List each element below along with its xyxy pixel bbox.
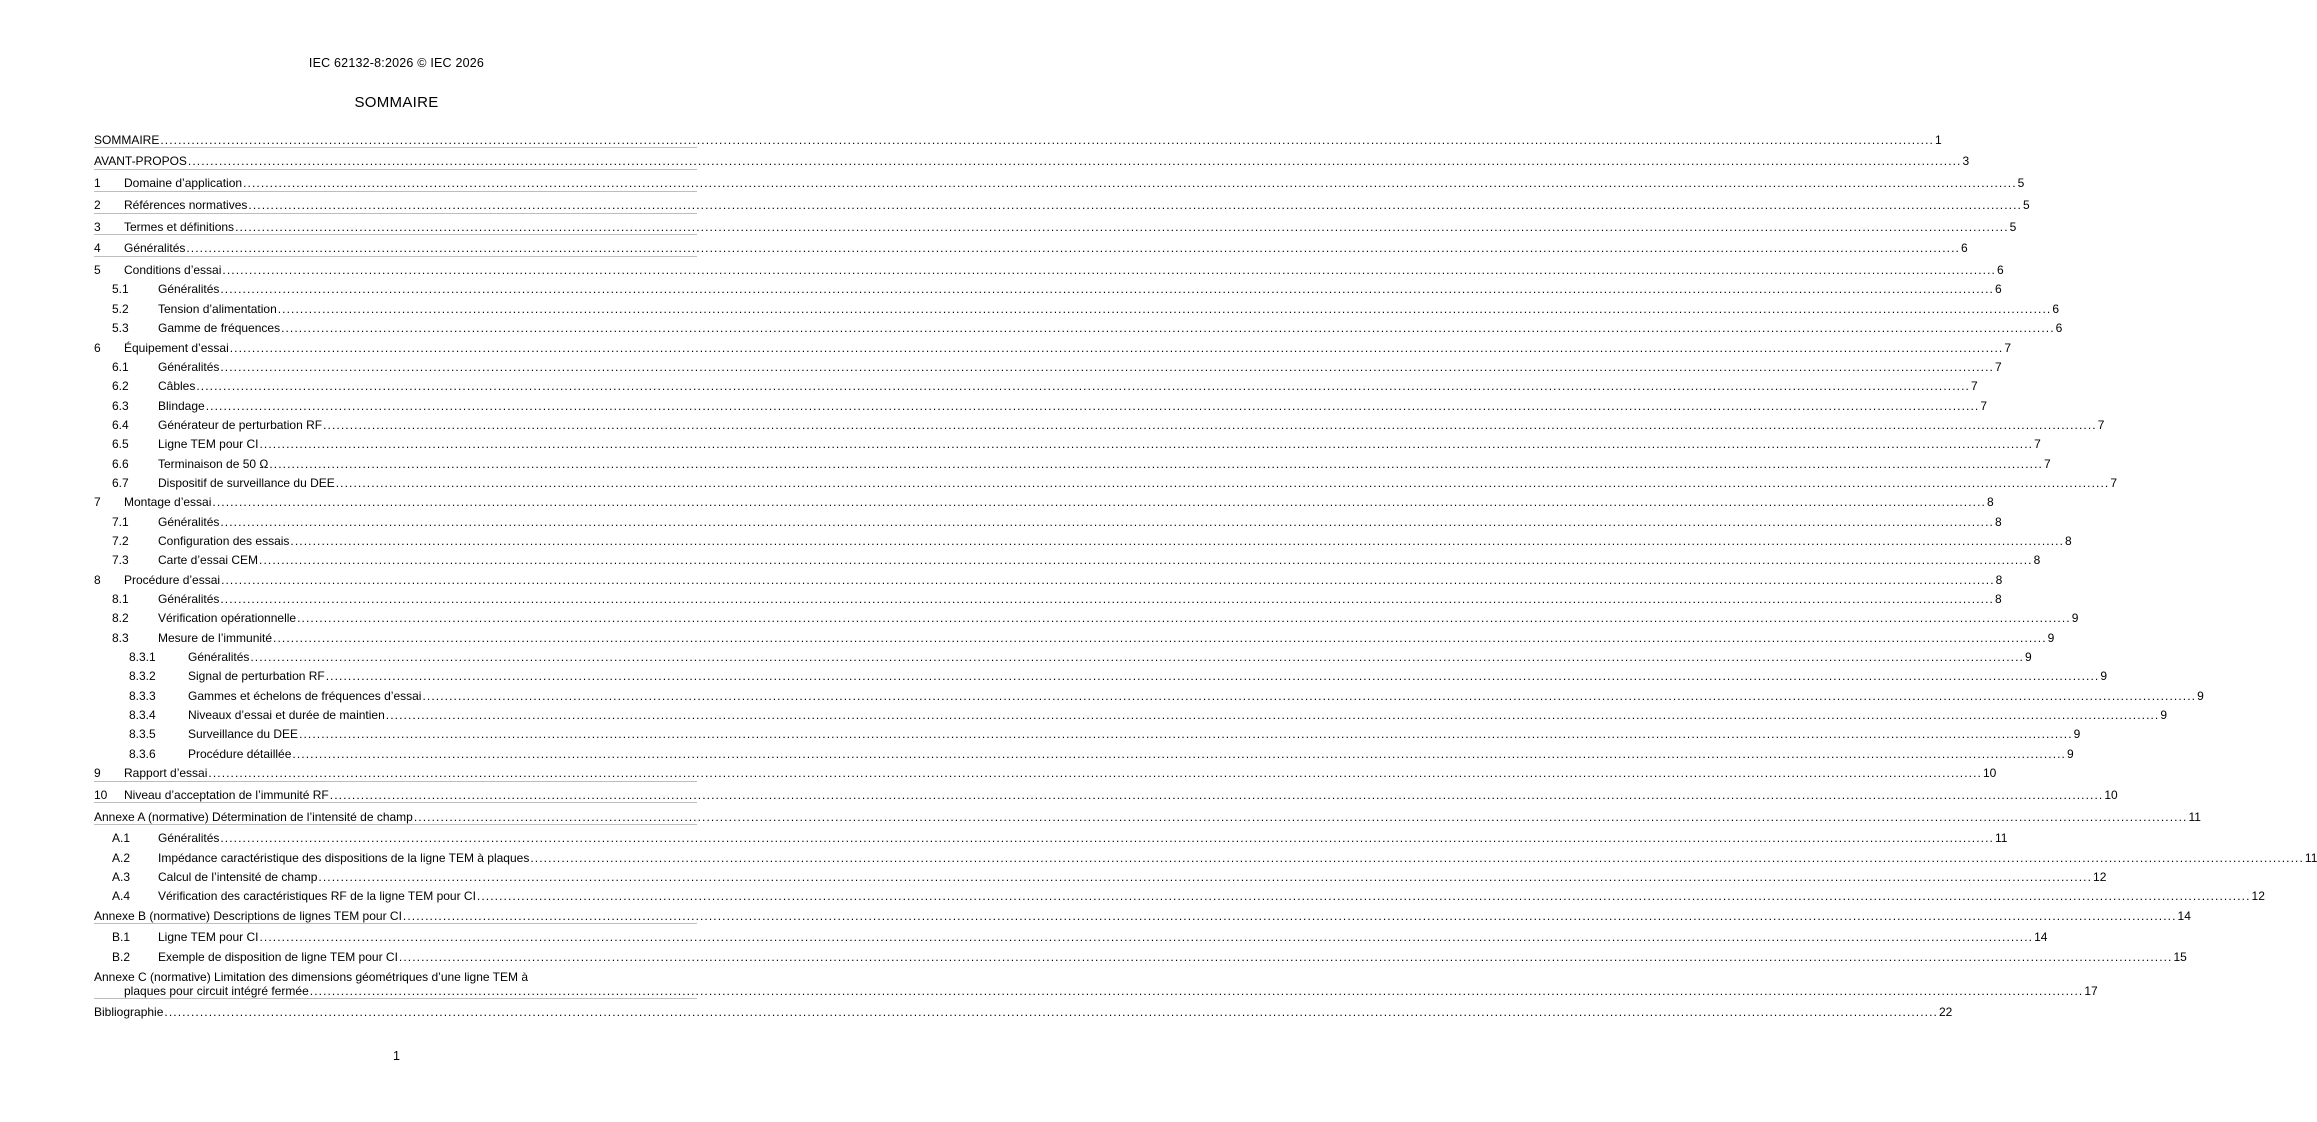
toc-leader-dots: ................................................................................................................................................................................................................................................................................................................................................................................................................ — [422, 688, 2197, 703]
toc-leader-dots: ................................................................................................................................................................................................................................................................................................................................................................................................................ — [318, 869, 2093, 884]
toc-entry[interactable] — [94, 451, 2051, 471]
toc-leader-dots: ................................................................................................................................................................................................................................................................................................................................................................................................................ — [269, 456, 2043, 471]
toc-entry-number: B.2 — [112, 949, 131, 964]
toc-entry-page: 9 — [2160, 708, 2168, 723]
toc-entry-number: 8 — [94, 572, 101, 587]
toc-leader-dots: ................................................................................................................................................................................................................................................................................................................................................................................................................ — [229, 340, 2004, 355]
toc-entry-number: 4 — [94, 241, 101, 256]
toc-entry-page: 10 — [2104, 787, 2118, 802]
toc-entry-page: 9 — [2067, 746, 2074, 761]
toc-entry-number: 7.1 — [112, 514, 129, 529]
toc-entry[interactable] — [94, 1000, 1953, 1020]
toc-entry[interactable] — [94, 741, 2074, 761]
toc-entry-number: 8.3 — [112, 630, 129, 645]
toc-leader-dots: ................................................................................................................................................................................................................................................................................................................................................................................................................ — [398, 949, 2173, 964]
toc-leader-dots: ................................................................................................................................................................................................................................................................................................................................................................................................................ — [297, 611, 2071, 626]
toc-entry-page: 5 — [2009, 219, 2017, 234]
toc-entry-page: 7 — [2097, 417, 2105, 432]
toc-entry-number: 5.3 — [112, 321, 129, 336]
toc-entry-page: 8 — [2065, 533, 2072, 548]
toc-entry-label: Impédance caractéristique des dispositions de la ligne TEM à plaques — [158, 850, 530, 865]
toc-entry[interactable] — [94, 804, 2201, 824]
toc-entry-page: 7 — [2004, 340, 2012, 355]
toc-entry-page: 22 — [1938, 1005, 1953, 1020]
toc-entry-page: 7 — [1994, 359, 2002, 374]
toc-entry-label: Dispositif de surveillance du DEE — [158, 475, 335, 490]
toc-entry-label: Générateur de perturbation RF — [158, 417, 323, 432]
toc-entry[interactable] — [94, 471, 2118, 490]
toc-entry-page: 11 — [2304, 850, 2317, 865]
toc-entry-number: 6.5 — [112, 437, 129, 452]
toc-entry-label: Bibliographie — [94, 1005, 164, 1020]
toc-entry[interactable] — [94, 903, 2191, 923]
toc-leader-dots: ................................................................................................................................................................................................................................................................................................................................................................................................................ — [220, 514, 1994, 529]
toc-entry[interactable] — [94, 316, 2063, 336]
toc-leader-dots: ................................................................................................................................................................................................................................................................................................................................................................................................................ — [259, 553, 2033, 568]
toc-entry-number: 3 — [94, 219, 101, 234]
toc-leader-dots: ................................................................................................................................................................................................................................................................................................................................................................................................................ — [250, 650, 2024, 665]
toc-entry-number: 5.2 — [112, 301, 129, 316]
toc-entry-label: Annexe A (normative) Détermination de l’intensité de champ — [94, 809, 413, 824]
toc-entry[interactable] — [94, 529, 2072, 548]
toc-leader-dots: ................................................................................................................................................................................................................................................................................................................................................................................................................ — [248, 197, 2022, 212]
toc-leader-dots: ................................................................................................................................................................................................................................................................................................................................................................................................................ — [212, 495, 1986, 510]
toc-entry-number: 6.3 — [112, 398, 129, 413]
toc-entry-number: A.2 — [112, 850, 131, 865]
toc-entry-page: 8 — [1995, 572, 2003, 587]
toc-leader-dots: ................................................................................................................................................................................................................................................................................................................................................................................................................ — [309, 983, 2084, 998]
toc-entry[interactable] — [94, 625, 2055, 645]
toc-entry-number: 8.2 — [112, 611, 129, 626]
toc-entry-label: Câbles — [158, 379, 196, 394]
toc-entry-page: 9 — [2073, 727, 2081, 742]
toc-separator — [94, 998, 697, 999]
toc-entry[interactable] — [94, 884, 2265, 904]
toc-entry-label: Niveau d’acceptation de l’immunité RF — [124, 787, 329, 802]
toc-entry-label-block — [94, 969, 2098, 998]
toc-leader-dots: ................................................................................................................................................................................................................................................................................................................................................................................................................ — [335, 475, 2110, 490]
toc-leader-dots: ................................................................................................................................................................................................................................................................................................................................................................................................................ — [186, 241, 1960, 256]
toc-entry-number: A.4 — [112, 889, 131, 904]
toc-entry-label: Gamme de fréquences — [158, 321, 281, 336]
toc-entry-number: B.1 — [112, 930, 131, 945]
toc-entry-page: 8 — [2033, 553, 2041, 568]
toc-entry[interactable] — [94, 944, 2187, 964]
toc-entry-number: 7.3 — [112, 553, 129, 568]
toc-entry-label: Surveillance du DEE — [188, 727, 299, 742]
toc-entry[interactable] — [94, 925, 2048, 945]
toc-leader-dots: ................................................................................................................................................................................................................................................................................................................................................................................................................ — [196, 379, 1970, 394]
toc-leader-dots: ................................................................................................................................................................................................................................................................................................................................................................................................................ — [220, 359, 1994, 374]
toc-entry-label: Généralités — [158, 591, 220, 606]
toc-leader-dots: ................................................................................................................................................................................................................................................................................................................................................................................................................ — [243, 176, 2017, 191]
toc-leader-dots: ................................................................................................................................................................................................................................................................................................................................................................................................................ — [299, 727, 2073, 742]
toc-entry[interactable] — [94, 548, 2041, 568]
toc-leader-dots: ................................................................................................................................................................................................................................................................................................................................................................................................................ — [259, 437, 2034, 452]
toc-entry[interactable] — [94, 335, 2012, 355]
toc-leader-dots: ................................................................................................................................................................................................................................................................................................................................................................................................................ — [281, 321, 2055, 336]
toc-entry-label: Mesure de l’immunité — [158, 630, 273, 645]
toc-leader-dots: ................................................................................................................................................................................................................................................................................................................................................................................................................ — [235, 219, 2009, 234]
toc-separator — [94, 234, 697, 235]
toc-entry-label: Calcul de l’intensité de champ — [158, 869, 318, 884]
toc-entry-number: 2 — [94, 197, 101, 212]
toc-entry-label: Carte d’essai CEM — [158, 553, 259, 568]
toc-separator — [94, 824, 697, 825]
toc-entry-page: 8 — [1986, 495, 1994, 510]
toc-entry-page: 3 — [1962, 154, 1970, 169]
toc-entry[interactable] — [94, 296, 2060, 316]
toc-entry[interactable] — [94, 490, 1994, 510]
toc-entry-number: 8.3.2 — [129, 669, 156, 684]
toc-leader-dots: ................................................................................................................................................................................................................................................................................................................................................................................................................ — [220, 831, 1994, 846]
toc-entry-page: 9 — [2071, 611, 2079, 626]
toc-entry-page: 9 — [2100, 669, 2108, 684]
toc-entry-number: 5.1 — [112, 282, 129, 297]
toc-leader-dots: ................................................................................................................................................................................................................................................................................................................................................................................................................ — [292, 746, 2066, 761]
toc-entry-page: 7 — [2043, 456, 2051, 471]
toc-leader-dots: ................................................................................................................................................................................................................................................................................................................................................................................................................ — [208, 766, 1982, 781]
toc-leader-dots: ................................................................................................................................................................................................................................................................................................................................................................................................................ — [259, 930, 2034, 945]
toc-entry-page: 1 — [1934, 132, 1942, 147]
toc-entry-page: 6 — [1996, 263, 2004, 278]
toc-entry-label: Configuration des essais — [158, 533, 290, 548]
toc-entry-label: Généralités — [158, 359, 220, 374]
toc-entry-number: 8.3.4 — [129, 708, 156, 723]
toc-entry[interactable] — [94, 236, 1968, 256]
toc-entry-label: Annexe C (normative) Limitation des dimensions géométriques d’une ligne TEM à — [94, 969, 528, 984]
toc-separator — [94, 923, 697, 924]
toc-entry-number: 7.2 — [112, 533, 129, 548]
toc-entry-label: Termes et définitions — [124, 219, 235, 234]
toc-entry[interactable] — [94, 845, 2317, 865]
toc-entry-label: Procédure détaillée — [188, 746, 292, 761]
toc-entry-page: 11 — [1994, 831, 2008, 846]
toc-entry-page: 8 — [1994, 514, 2002, 529]
toc-leader-dots: ................................................................................................................................................................................................................................................................................................................................................................................................................ — [277, 301, 2052, 316]
toc-leader-dots: ................................................................................................................................................................................................................................................................................................................................................................................................................ — [329, 787, 2104, 802]
toc-leader-dots: ................................................................................................................................................................................................................................................................................................................................................................................................................ — [476, 889, 2251, 904]
toc-entry-page: 10 — [1982, 766, 1997, 781]
toc-entry-label: Rapport d’essai — [124, 766, 208, 781]
toc-entry-label: Références normatives — [124, 197, 248, 212]
toc-separator — [94, 213, 697, 214]
toc-entry-label: Généralités — [124, 241, 186, 256]
table-of-contents — [94, 125, 2317, 1020]
toc-entry-label: Vérification opérationnelle — [158, 611, 297, 626]
toc-entry-label: Ligne TEM pour CI — [158, 930, 259, 945]
toc-entry-number: 8.1 — [112, 591, 129, 606]
toc-entry-number: 8.3.3 — [129, 688, 156, 703]
toc-entry[interactable] — [94, 782, 2118, 802]
toc-entry-page: 9 — [2197, 688, 2204, 703]
toc-leader-dots: ................................................................................................................................................................................................................................................................................................................................................................................................................ — [413, 809, 2188, 824]
toc-entry-page: 6 — [1960, 241, 1968, 256]
toc-entry[interactable] — [94, 683, 2204, 703]
toc-entry-number: 8.3.6 — [129, 746, 156, 761]
toc-separator — [94, 147, 697, 148]
toc-entry-number: 9 — [94, 766, 101, 781]
toc-entry[interactable] — [94, 645, 2032, 665]
toc-separator — [94, 256, 697, 257]
toc-entry-number: 6 — [94, 340, 101, 355]
toc-entry-label: Terminaison de 50 Ω — [158, 456, 269, 471]
toc-entry-number: A.1 — [112, 831, 131, 846]
toc-entry[interactable] — [94, 214, 2017, 234]
toc-leader-dots: ................................................................................................................................................................................................................................................................................................................................................................................................................ — [530, 850, 2304, 865]
toc-entry-label: Généralités — [158, 831, 220, 846]
toc-entry-label: Équipement d’essai — [124, 340, 229, 355]
toc-leader-dots: ................................................................................................................................................................................................................................................................................................................................................................................................................ — [273, 630, 2047, 645]
toc-entry[interactable] — [94, 277, 2002, 297]
toc-entry[interactable] — [94, 606, 2079, 626]
page-number: 1 — [393, 1049, 400, 1063]
toc-entry-label: Signal de perturbation RF — [188, 669, 325, 684]
toc-leader-dots: ................................................................................................................................................................................................................................................................................................................................................................................................................ — [160, 132, 1934, 147]
toc-separator — [94, 169, 697, 170]
toc-entry-label: Généralités — [158, 282, 220, 297]
toc-leader-dots: ................................................................................................................................................................................................................................................................................................................................................................................................................ — [402, 908, 2177, 923]
toc-entry-label: Blindage — [158, 398, 205, 413]
toc-entry-number: 5 — [94, 263, 101, 278]
toc-separator — [94, 191, 697, 192]
toc-entry-number: 6.4 — [112, 417, 129, 432]
document-header: IEC 62132-8:2026 © IEC 2026 — [308, 56, 485, 70]
toc-leader-dots: ................................................................................................................................................................................................................................................................................................................................................................................................................ — [222, 263, 1996, 278]
toc-entry-page: 7 — [1980, 398, 1987, 413]
toc-entry-page: 9 — [2024, 650, 2032, 665]
toc-leader-dots: ................................................................................................................................................................................................................................................................................................................................................................................................................ — [220, 591, 1994, 606]
toc-entry-label: Annexe B (normative) Descriptions de lignes TEM pour CI — [94, 908, 402, 923]
toc-separator — [94, 781, 697, 782]
toc-separator — [94, 802, 697, 803]
toc-entry-label: Domaine d’application — [124, 176, 243, 191]
toc-entry-number: 6.2 — [112, 379, 129, 394]
toc-leader-dots: ................................................................................................................................................................................................................................................................................................................................................................................................................ — [164, 1005, 1938, 1020]
toc-entry[interactable] — [94, 964, 2098, 998]
toc-entry[interactable] — [94, 393, 1987, 413]
toc-leader-dots: ................................................................................................................................................................................................................................................................................................................................................................................................................ — [187, 154, 1962, 169]
toc-entry-label: Exemple de disposition de ligne TEM pour CI — [158, 949, 398, 964]
toc-leader-dots: ................................................................................................................................................................................................................................................................................................................................................................................................................ — [220, 282, 1994, 297]
toc-entry-label-continued: plaques pour circuit intégré fermée — [124, 983, 309, 998]
toc-entry-label: Niveaux d’essai et durée de maintien — [188, 708, 385, 723]
toc-entry[interactable] — [94, 258, 2004, 278]
toc-entry-page: 12 — [2093, 869, 2107, 884]
toc-entry-number: 7 — [94, 495, 101, 510]
toc-entry-page: 12 — [2251, 889, 2265, 904]
toc-entry-page: 7 — [2034, 437, 2041, 452]
toc-entry-page: 5 — [2017, 176, 2025, 191]
toc-entry-page: 8 — [1994, 591, 2002, 606]
toc-entry[interactable] — [94, 567, 2003, 587]
toc-entry[interactable] — [94, 149, 1970, 169]
toc-entry[interactable] — [94, 761, 1997, 781]
toc-entry[interactable] — [94, 509, 2002, 529]
toc-entry-number: 8.3.1 — [129, 650, 156, 665]
toc-entry-label: Montage d’essai — [124, 495, 212, 510]
toc-entry-page: 5 — [2022, 197, 2030, 212]
toc-entry-page: 7 — [2110, 475, 2118, 490]
toc-entry-label: Vérification des caractéristiques RF de la ligne TEM pour CI — [158, 889, 476, 904]
toc-entry[interactable] — [94, 722, 2081, 742]
toc-entry[interactable] — [94, 587, 2002, 606]
toc-entry-page: 11 — [2188, 809, 2201, 824]
page-title: SOMMAIRE — [354, 94, 439, 111]
toc-entry-label: Généralités — [188, 650, 250, 665]
toc-leader-dots: ................................................................................................................................................................................................................................................................................................................................................................................................................ — [290, 533, 2065, 548]
toc-entry-label: Gammes et échelons de fréquences d’essai — [188, 688, 422, 703]
toc-entry-page: 7 — [1970, 379, 1978, 394]
toc-entry-label: SOMMAIRE — [94, 132, 160, 147]
toc-leader-dots: ................................................................................................................................................................................................................................................................................................................................................................................................................ — [385, 708, 2160, 723]
toc-entry-label: Généralités — [158, 514, 220, 529]
toc-entry[interactable] — [94, 193, 2030, 212]
toc-entry-label: Tension d’alimentation — [158, 301, 277, 316]
toc-leader-dots: ................................................................................................................................................................................................................................................................................................................................................................................................................ — [221, 572, 1995, 587]
toc-leader-dots: ................................................................................................................................................................................................................................................................................................................................................................................................................ — [205, 398, 1980, 413]
toc-entry-page: 6 — [2052, 301, 2060, 316]
toc-entry-label: Procédure d’essai — [124, 572, 221, 587]
toc-entry-page: 17 — [2084, 983, 2098, 998]
toc-entry[interactable] — [94, 703, 2168, 723]
toc-entry[interactable] — [94, 664, 2108, 684]
toc-entry[interactable] — [94, 374, 1978, 394]
toc-entry-page: 6 — [2055, 321, 2063, 336]
toc-entry-page: 14 — [2177, 908, 2191, 923]
toc-entry-number: 6.1 — [112, 359, 129, 374]
toc-entry-line2 — [94, 983, 2098, 998]
toc-entry-page: 6 — [1994, 282, 2002, 297]
toc-entry-number: 6.7 — [112, 475, 129, 490]
toc-entry-label: Ligne TEM pour CI — [158, 437, 259, 452]
toc-entry-number: A.3 — [112, 869, 131, 884]
toc-entry[interactable] — [94, 171, 2025, 191]
toc-entry-number: 8.3.5 — [129, 727, 156, 742]
toc-entry-number: 10 — [94, 787, 108, 802]
toc-entry-number: 6.6 — [112, 456, 129, 471]
toc-entry-label: Conditions d’essai — [124, 263, 222, 278]
toc-leader-dots: ................................................................................................................................................................................................................................................................................................................................................................................................................ — [323, 417, 2097, 432]
toc-entry-page: 14 — [2034, 930, 2048, 945]
toc-entry[interactable] — [94, 826, 2008, 846]
toc-entry-number: 1 — [94, 176, 101, 191]
toc-entry-page: 15 — [2173, 949, 2187, 964]
toc-entry-page: 9 — [2047, 630, 2055, 645]
toc-entry-label: AVANT-PROPOS — [94, 154, 187, 169]
toc-leader-dots: ................................................................................................................................................................................................................................................................................................................................................................................................................ — [325, 669, 2100, 684]
toc-entry[interactable] — [94, 127, 1942, 147]
toc-entry[interactable] — [94, 865, 2107, 884]
toc-entry[interactable] — [94, 432, 2041, 452]
toc-entry[interactable] — [94, 355, 2002, 374]
toc-entry[interactable] — [94, 413, 2105, 432]
